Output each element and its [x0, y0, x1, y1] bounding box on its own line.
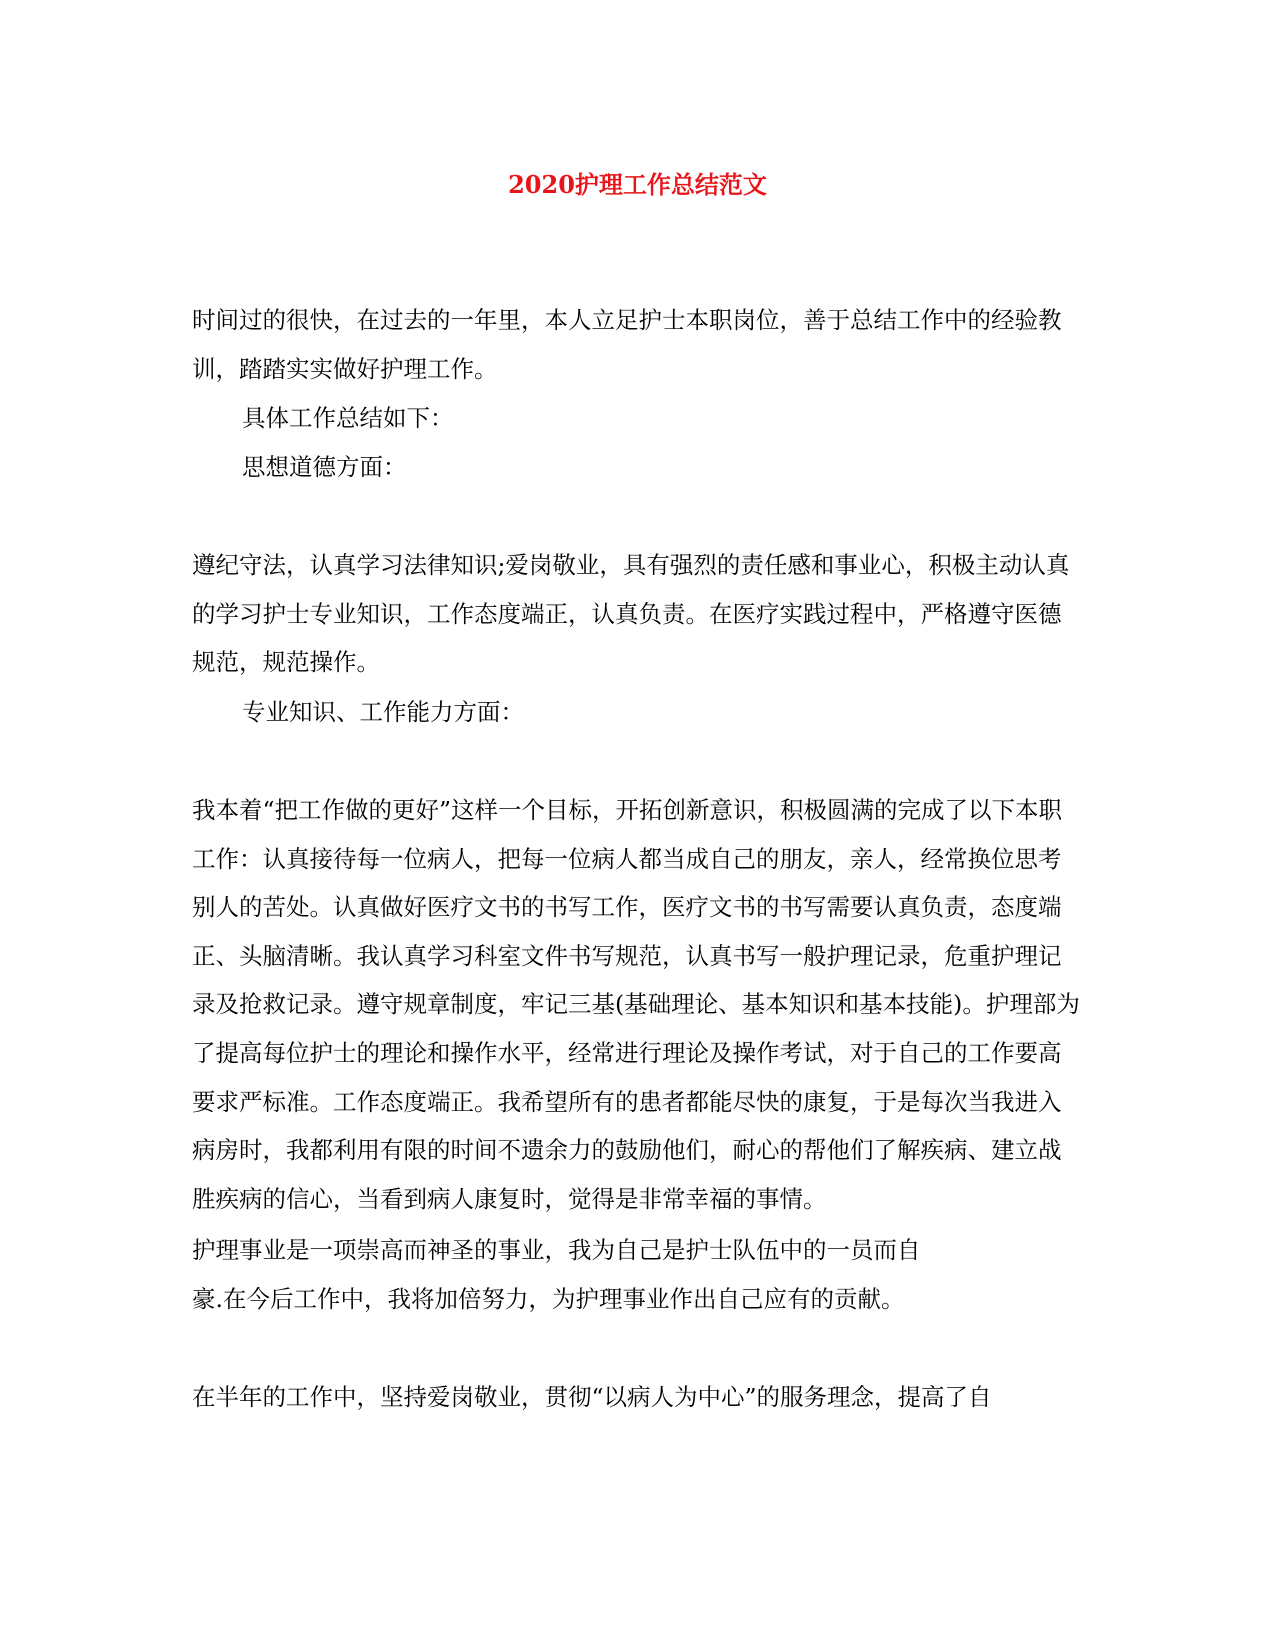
paragraph-intro: 时间过的很快，在过去的一年里，本人立足护士本职岗位，善于总结工作中的经验教训，踏踏实实做好护理工作。	[192, 306, 1062, 383]
paragraph-ethics-heading: 思想道德方面：	[242, 453, 407, 481]
paragraph-summary-heading: 具体工作总结如下：	[242, 404, 454, 432]
paragraph-half-year: 在半年的工作中，坚持爱岗敬业，贯彻“以病人为中心”的服务理念，提高了自	[192, 1383, 992, 1411]
document-title: 2020护理工作总结范文	[508, 170, 767, 199]
paragraph-career-line-1: 护理事业是一项崇高而神圣的事业，我为自己是护士队伍中的一员而自	[192, 1236, 921, 1264]
paragraph-skills-heading: 专业知识、工作能力方面：	[242, 698, 524, 726]
paragraph-career-line-2: 豪.在今后工作中，我将加倍努力，为护理事业作出自己应有的贡献。	[192, 1285, 905, 1313]
paragraph-ethics-body: 遵纪守法，认真学习法律知识;爱岗敬业，具有强烈的责任感和事业心，积极主动认真的学习护士专业知识，工作态度端正，认真负责。在医疗实践过程中，严格遵守医德规范，规范操作。	[192, 551, 1070, 677]
paragraph-skills-body: 我本着“把工作做的更好”这样一个目标，开拓创新意识，积极圆满的完成了以下本职工作：认真接待每一位病人，把每一位病人都当成自己的朋友，亲人，经常换位思考别人的苦处。认真做好医疗文书的书写工作，医疗文书的书写需要认真负责，态度端正、头脑清晰。我认真学习科室文件书写规范，认真书写一般护理记录，危重护理记录及抢救记录。遵守规章制度，牢记三基(基础理论、基本知识和基本技能)。护理部为了提高每位护士的理论和操作水平，经常进行理论及操作考试，对于自己的工作要高要求严标准。工作态度端正。我希望所有的患者都能尽快的康复，于是每次当我进入病房时，我都利用有限的时间不遗余力的鼓励他们，耐心的帮他们了解疾病、建立战胜疾病的信心，当看到病人康复时，觉得是非常幸福的事情。	[192, 796, 1080, 1213]
